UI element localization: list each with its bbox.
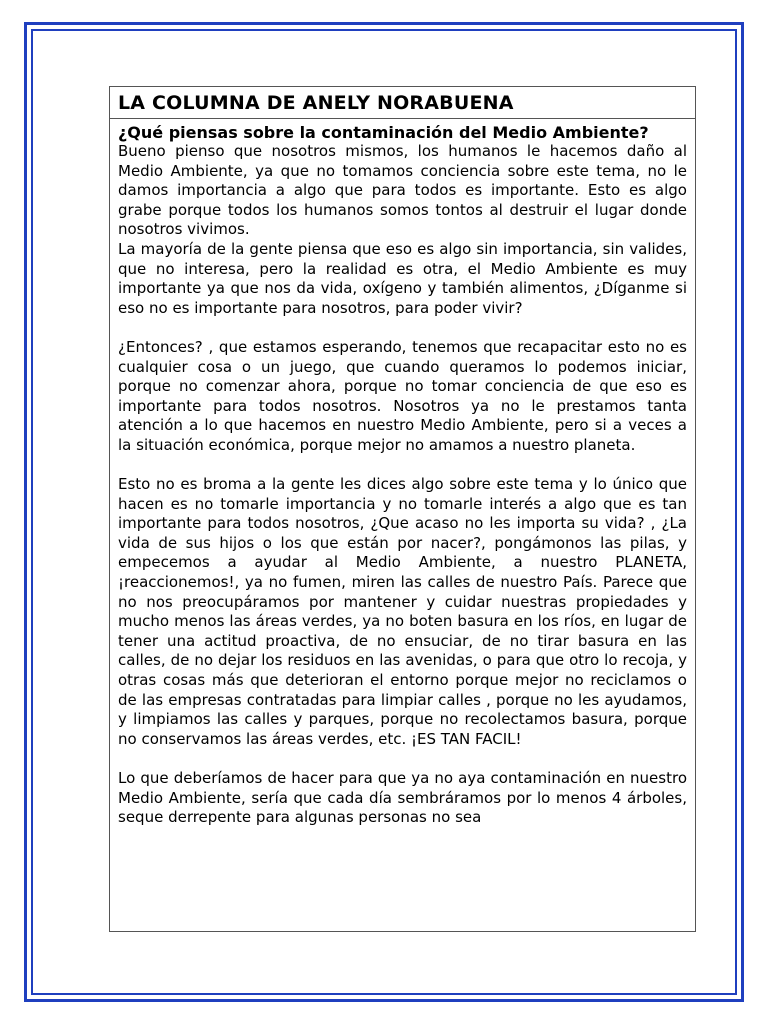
paragraph-spacer [118,749,687,769]
paragraph-spacer [118,456,687,476]
paragraph-3: ¿Entonces? , que estamos esperando, tenemos que recapacitar esto no es cualquier cosa o un juego, que cuando queramos lo podemos iniciar, porque no comenzar ahora, porque no tomar conciencia de que eso es importante para todos nosotros. Nosotros ya no le prestamos tanta atención a lo que hacemos en nuestro Medio Ambiente, pero si a veces a la situación económica, porque mejor no amamos a nuestro planeta. [118,337,687,454]
column-body [110,119,695,828]
paragraph-5: Lo que deberíamos de hacer para que ya no aya contaminación en nuestro Medio Ambiente, sería que cada día sembráramos por lo menos 4 árboles, seque derrepente para algunas personas no sea [118,769,687,827]
paragraph-spacer [118,318,687,338]
question-heading: ¿Qué piensas sobre la contaminación del Medio Ambiente? [118,123,649,142]
paragraph-4: Esto no es broma a la gente les dices algo sobre este tema y lo único que hacen es no tomarle importancia y no tomarle interés a algo que es tan importante para todos nosotros, ¿Que acaso no les importa su vida? , ¿La vida de sus hijos o los que están por nacer?, pongámonos las pilas, y empecemos a ayudar al Medio Ambiente, a nuestro PLANETA, ¡reaccionemos!, ya no fumen, miren las calles de nuestro País. Parece que no nos preocupáramos por mantener y cuidar nuestras propiedades y mucho menos las áreas verdes, ya no boten basura en los ríos, en lugar de tener una actitud proactiva, de no ensuciar, de no tirar basura en las calles, de no dejar los residuos en las avenidas, o para que otro lo recoja, y otras cosas más que deterioran el entorno porque mejor no reciclamos o de las empresas contratadas para limpiar calles , porque no les ayudamos, y limpiamos las calles y parques, porque no recolectamos basura, porque no conservamos las áreas verdes, etc. ¡ES TAN FACIL! [118,475,687,748]
column-box [109,86,696,932]
paragraph-1: Bueno pienso que nosotros mismos, los humanos le hacemos daño al Medio Ambiente, ya que no tomamos conciencia sobre este tema, no le damos importancia a algo que para todos es importante. Esto es algo grabe porque todos los humanos somos tontos al destruir el lugar donde nosotros vivimos. [118,142,687,239]
column-header [110,87,695,119]
paragraph-2: La mayoría de la gente piensa que eso es algo sin importancia, sin valides, que no interesa, pero la realidad es otra, el Medio Ambiente es muy importante ya que nos da vida, oxígeno y también alimentos, ¿Díganme si eso no es importante para nosotros, para poder vivir? [118,239,687,317]
column-title: LA COLUMNA DE ANELY NORABUENA [118,91,514,114]
